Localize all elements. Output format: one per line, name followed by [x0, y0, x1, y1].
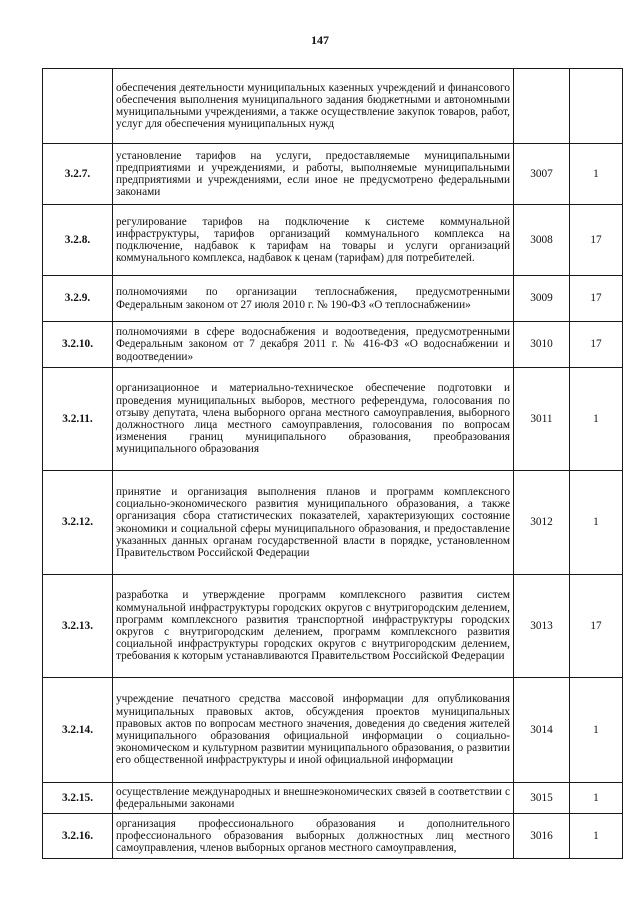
row-number: 3.2.11.	[43, 368, 113, 471]
row-count: 1	[570, 471, 623, 575]
table-row	[43, 69, 623, 144]
row-number: 3.2.13.	[43, 575, 113, 678]
row-code	[514, 69, 570, 144]
table-row	[43, 276, 623, 322]
row-description: полномочиями в сфере водоснабжения и водоотведения, предусмотренными Федеральным законом от 7 декабря 2011 г. № 416-ФЗ «О водоснабжении и водоотведении»	[113, 322, 514, 368]
row-description: принятие и организация выполнения планов и программ комплексного социально-экономического развития муниципального образования, а также организация сбора статистических показателей, характеризующих состояние экономики и социальной сферы муниципального образования, и предоставление указанных данных органам государственной власти в порядке, установленном Правительством Российской Федерации	[113, 471, 514, 575]
row-number: 3.2.16.	[43, 814, 113, 859]
row-code: 3009	[514, 276, 570, 322]
powers-table	[42, 68, 623, 859]
row-count: 1	[570, 783, 623, 814]
row-code: 3014	[514, 678, 570, 783]
row-code: 3011	[514, 368, 570, 471]
table-row	[43, 783, 623, 814]
row-description: регулирование тарифов на подключение к системе коммунальной инфраструктуры, тарифов организаций коммунального комплекса на подключение, надбавок к тарифам на товары и услуги организаций коммунального комплекса, надбавок к ценам (тарифам) для потребителей.	[113, 205, 514, 276]
row-number: 3.2.7.	[43, 144, 113, 205]
row-code: 3007	[514, 144, 570, 205]
table-row	[43, 144, 623, 205]
row-description: разработка и утверждение программ комплексного развития систем коммунальной инфраструктуры городских округов с внутригородским делением, программ комплексного развития транспортной инфраструктуры городских округов с внутригородским делением, программ комплексного развития социальной инфраструктуры городских округов с внутригородским делением, требования к которым устанавливаются Правительством Российской Федерации	[113, 575, 514, 678]
table-row	[43, 322, 623, 368]
row-number: 3.2.10.	[43, 322, 113, 368]
row-description: организационное и материально-техническое обеспечение подготовки и проведения муниципальных выборов, местного референдума, голосования по отзыву депутата, члена выборного органа местного самоуправления, выборного должностного лица местного самоуправления, голосования по вопросам изменения границ муниципального образования, преобразования муниципального образования	[113, 368, 514, 471]
row-number: 3.2.8.	[43, 205, 113, 276]
row-code: 3013	[514, 575, 570, 678]
row-number: 3.2.15.	[43, 783, 113, 814]
row-count: 17	[570, 205, 623, 276]
row-count: 1	[570, 678, 623, 783]
row-count: 1	[570, 814, 623, 859]
row-number	[43, 69, 113, 144]
row-count: 17	[570, 322, 623, 368]
page-number: 147	[311, 33, 329, 47]
table-row	[43, 575, 623, 678]
row-description: обеспечения деятельности муниципальных казенных учреждений и финансового обеспечения выполнения муниципального задания бюджетными и автономными муниципальными учреждениями, а также осуществление закупок товаров, работ, услуг для обеспечения муниципальных нужд	[113, 69, 514, 144]
row-code: 3008	[514, 205, 570, 276]
row-number: 3.2.14.	[43, 678, 113, 783]
row-description: осуществление международных и внешнеэкономических связей в соответствии с федеральными законами	[113, 783, 514, 814]
table-row	[43, 205, 623, 276]
row-code: 3015	[514, 783, 570, 814]
row-code: 3012	[514, 471, 570, 575]
row-number: 3.2.9.	[43, 276, 113, 322]
row-count: 17	[570, 276, 623, 322]
row-description: установление тарифов на услуги, предоставляемые муниципальными предприятиями и учреждениями, и работы, выполняемые муниципальными предприятиями и учреждениями, если иное не предусмотрено федеральными законами	[113, 144, 514, 205]
table-row	[43, 471, 623, 575]
row-count	[570, 69, 623, 144]
row-count: 1	[570, 368, 623, 471]
row-description: учреждение печатного средства массовой информации для опубликования муниципальных правовых актов, обсуждения проектов муниципальных правовых актов по вопросам местного значения, доведения до сведения жителей муниципального образования официальной информации о социально-экономическом и культурном развитии муниципального образования, о развитии его общественной инфраструктуры и иной официальной информации	[113, 678, 514, 783]
row-description: полномочиями по организации теплоснабжения, предусмотренными Федеральным законом от 27 июля 2010 г. № 190-ФЗ «О теплоснабжении»	[113, 276, 514, 322]
row-count: 1	[570, 144, 623, 205]
row-code: 3016	[514, 814, 570, 859]
table-row	[43, 678, 623, 783]
row-description: организация профессионального образования и дополнительного профессионального образования выборных должностных лиц местного самоуправления, членов выборных органов местного самоуправления,	[113, 814, 514, 859]
table-row	[43, 368, 623, 471]
table-row	[43, 814, 623, 859]
row-code: 3010	[514, 322, 570, 368]
row-count: 17	[570, 575, 623, 678]
row-number: 3.2.12.	[43, 471, 113, 575]
